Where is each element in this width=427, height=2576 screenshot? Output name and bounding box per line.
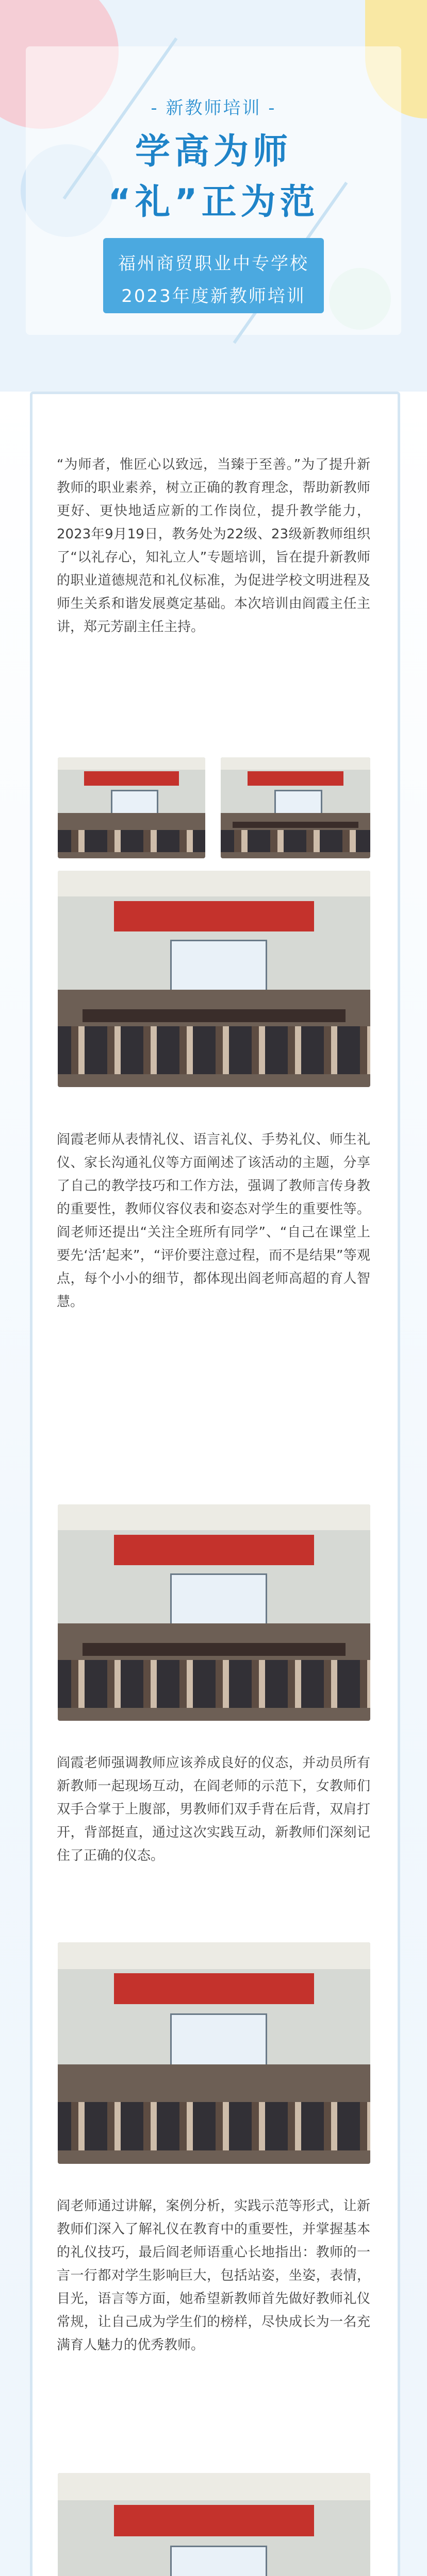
article-paragraph-4: 阎老师通过讲解，案例分析，实践示范等形式，让新教师们深入了解礼仪在教育中的重要性，并掌握基本的礼仪技巧，最后阎老师语重心长地指出：教师的一言一行都对学生影响巨大，包括站姿，坐姿，表情，目光，语言等方面，她希望新教师首先做好教师礼仪常规，让自己成为学生们的榜样，尽快成长为一名充满育人魅力的优秀教师。 <box>57 2198 370 2353</box>
article-paragraph-3: 阎霞老师强调教师应该养成良好的仪态，并动员所有新教师一起现场互动，在阎老师的示范下，女教师们双手合掌于上腹部，男教师们双手背在后背，双肩打开，背部挺直，通过这次实践互动，新教师们深刻记住了正确的仪态。 <box>57 1755 370 1863</box>
page-title-line1: 学高为师 <box>135 131 292 172</box>
school-banner <box>103 238 324 313</box>
banner-school-name: 福州商贸职业中专学校 <box>118 253 309 274</box>
header-poster <box>0 0 427 392</box>
article-body <box>0 392 427 2576</box>
article-paragraph-1: “为师者，惟匠心以致远，当臻于至善。”为了提升新教师的职业素养，树立正确的教育理念，帮助新教师更好、更快地适应新的工作岗位，提升教学能力，2023年9月19日，教务处为22级、23级新教师组织了“以礼存心，知礼立人”专题培训，旨在提升新教师的职业道德规范和礼仪标准，为促进学校文明进程及师生关系和谐发展奠定基础。本次培训由阎霞主任主讲，郑元芳副主任主持。 <box>57 457 370 635</box>
training-photo[interactable] <box>58 757 205 858</box>
training-photo[interactable] <box>58 871 370 1087</box>
training-photo[interactable] <box>58 1942 370 2164</box>
training-photo[interactable] <box>221 757 370 858</box>
training-photo[interactable] <box>58 1504 370 1721</box>
article-paragraph-2: 阎霞老师从表情礼仪、语言礼仪、手势礼仪、师生礼仪、家长沟通礼仪等方面阐述了该活动的主题，分享了自己的教学技巧和工作方法，强调了教师言传身教的重要性，教师仪容仪表和姿态对学生的重要性等。阎老师还提出“关注全班所有同学”、“自己在课堂上要先‘活’起来”，“评价要注意过程，而不是结果”等观点，每个小小的细节，都体现出阎老师高超的育人智慧。 <box>57 1132 370 1310</box>
page-title-line2: “礼”正为范 <box>108 182 319 223</box>
banner-event-name: 2023年度新教师培训 <box>121 286 306 307</box>
header-tag: - 新教师培训 - <box>151 98 276 118</box>
training-photo[interactable] <box>58 2473 370 2576</box>
